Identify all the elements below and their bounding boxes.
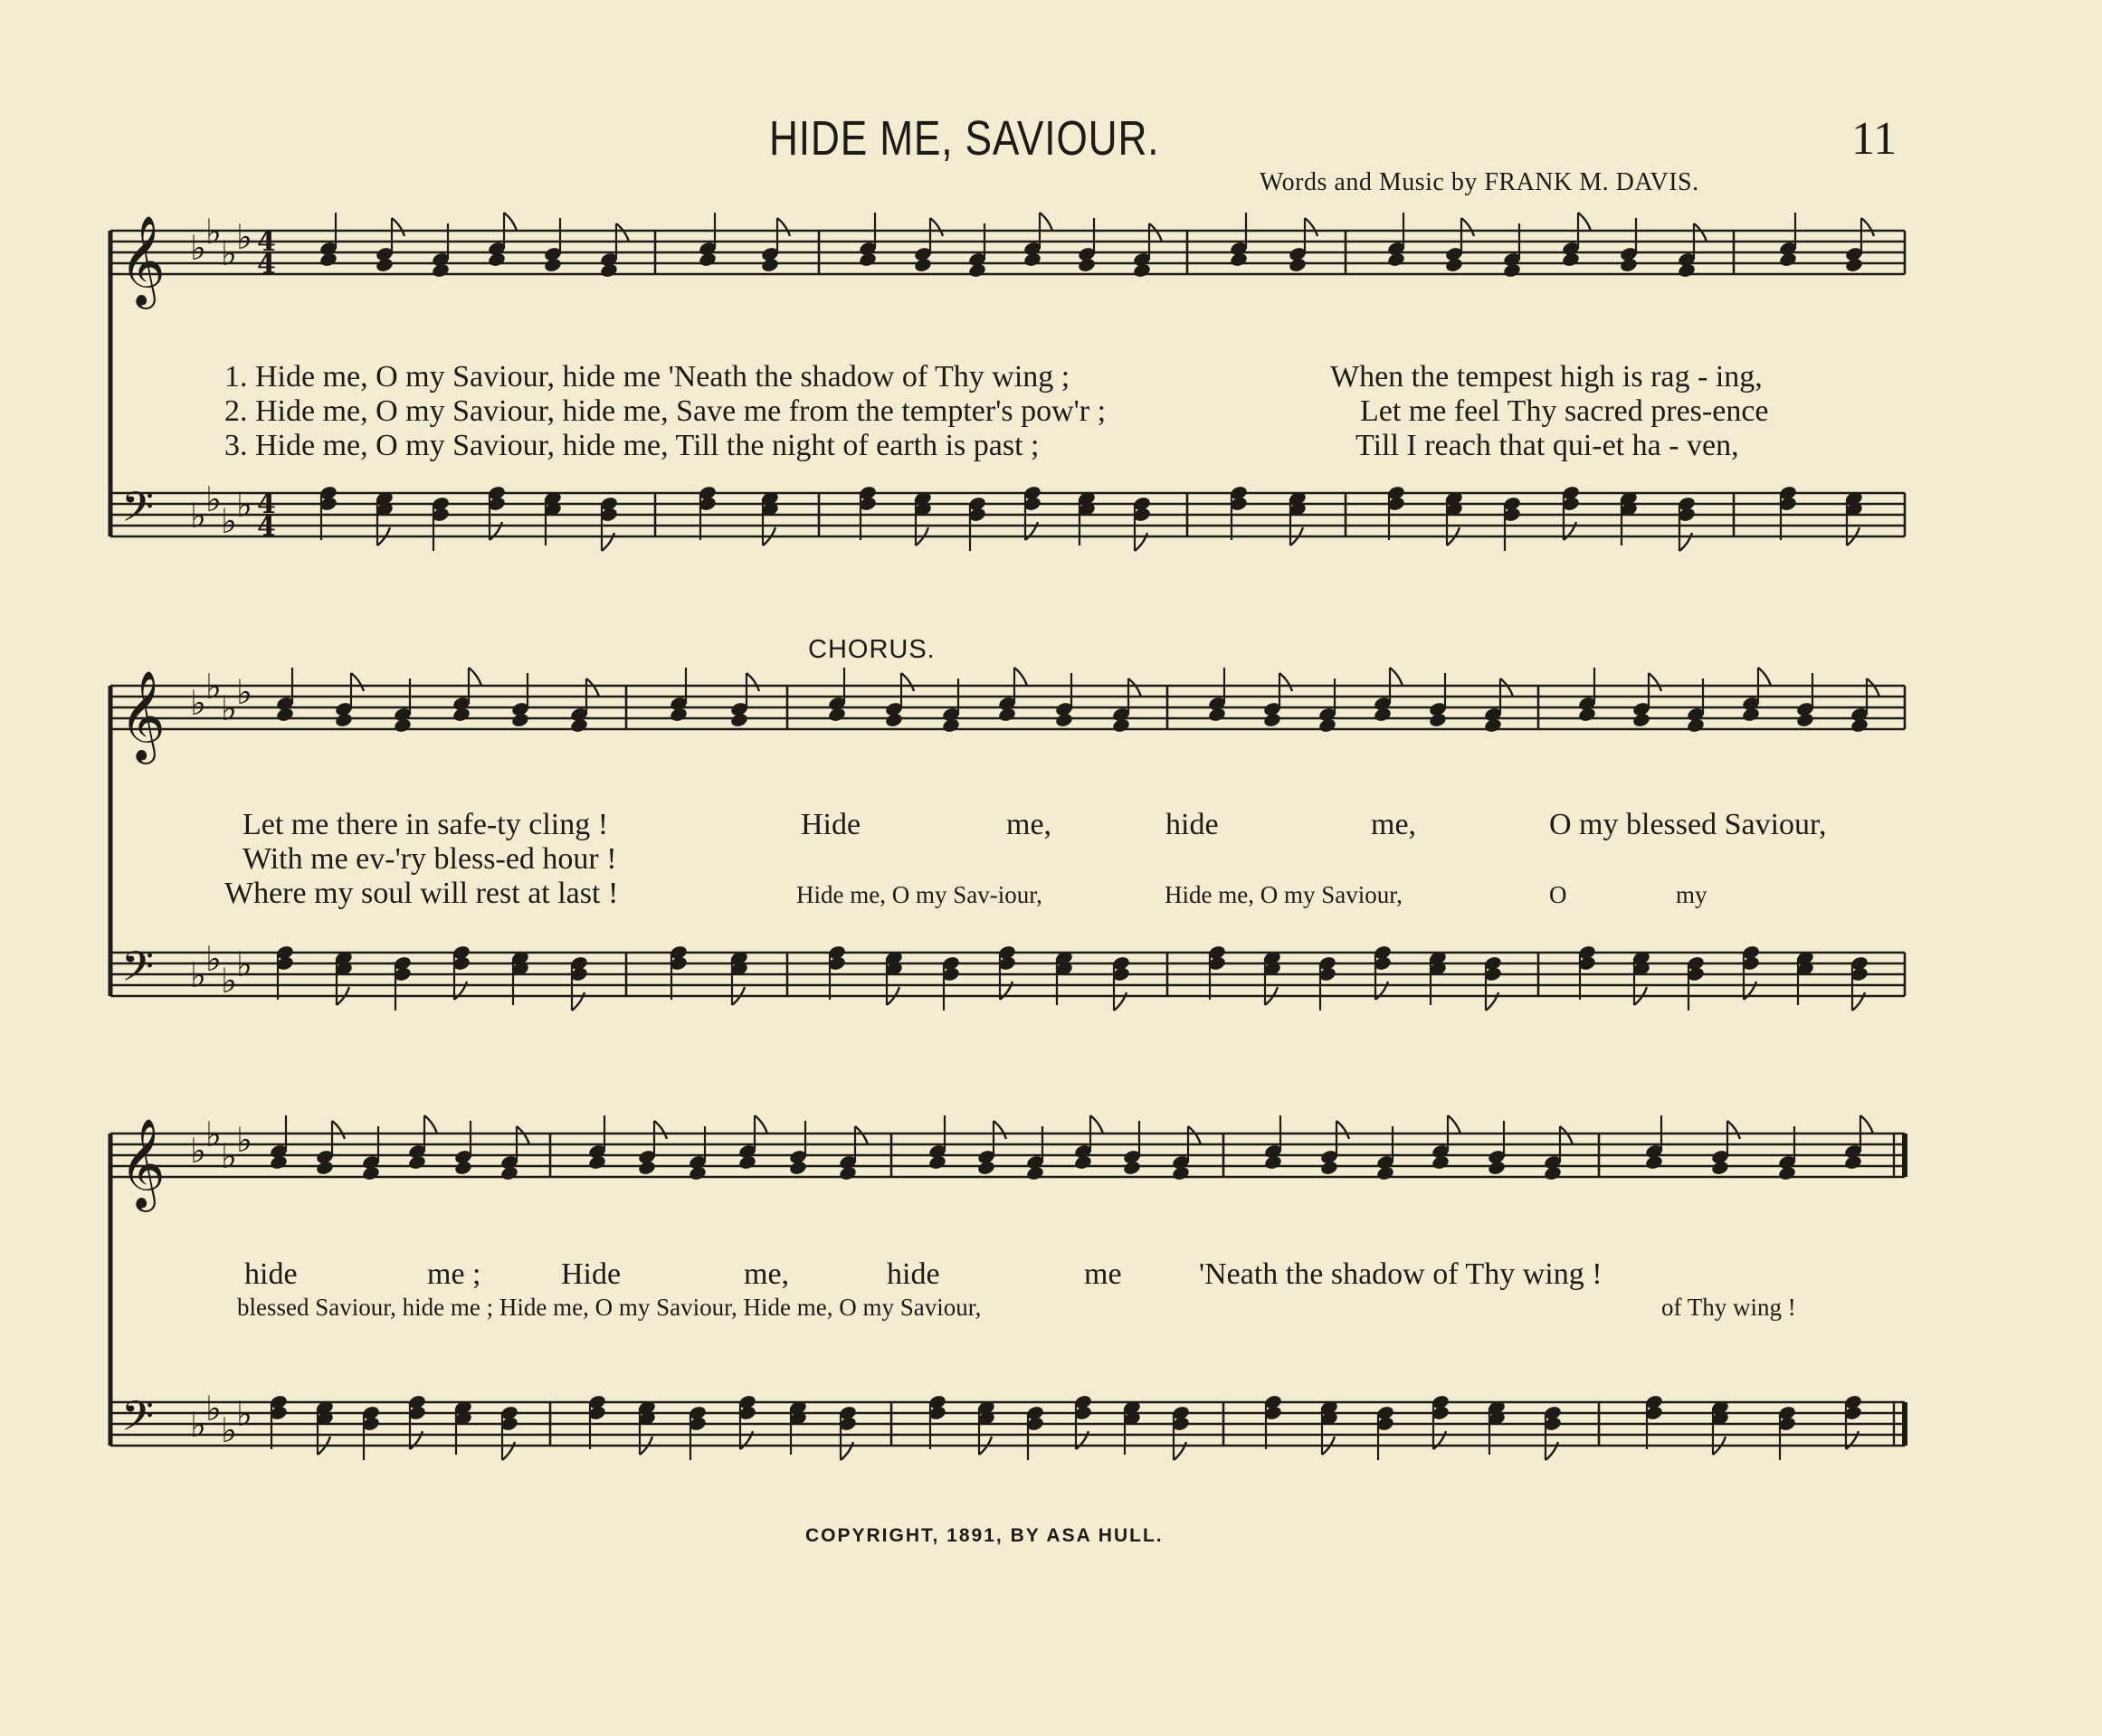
note-flag: [1014, 668, 1027, 686]
note-head: [453, 1160, 472, 1176]
note-head: [1431, 1154, 1450, 1171]
treble-clef: 𝄞: [119, 1118, 166, 1209]
verse-1-ending: Let me there in safe-ty cling !: [243, 808, 609, 841]
key-flat: ♭: [190, 955, 206, 995]
note-head: [1487, 1160, 1506, 1176]
note-head: [1483, 717, 1502, 734]
note-head: [319, 251, 338, 268]
note-head: [1022, 251, 1041, 268]
note-head: [884, 712, 903, 728]
key-flat: ♭: [236, 672, 252, 712]
note-flag: [1149, 223, 1162, 242]
key-flat: ♭: [205, 1115, 222, 1154]
note-flag: [1578, 213, 1591, 231]
time-signature-top: 4: [257, 489, 276, 520]
note-head: [1373, 707, 1392, 723]
note-head: [1073, 1154, 1092, 1171]
note-head: [1122, 1160, 1141, 1176]
note-head: [1229, 251, 1248, 268]
note-flag: [1860, 1115, 1873, 1134]
note-flag: [1727, 1121, 1740, 1139]
note-flag: [747, 673, 759, 691]
note-head: [1317, 717, 1336, 734]
note-head: [569, 717, 588, 734]
note-head: [1263, 1154, 1282, 1171]
note-flag: [1867, 678, 1879, 697]
composer-credit: Words and Music by FRANK M. DAVIS.: [1260, 168, 1699, 196]
note-flag: [1861, 218, 1874, 236]
note-flag: [1305, 218, 1317, 236]
note-head: [1025, 1165, 1044, 1181]
bass-clef: 𝄢: [121, 483, 155, 542]
chorus-word: Hide: [801, 808, 861, 841]
note-head: [1111, 717, 1130, 734]
hymn-title: HIDE ME, SAVIOUR.: [769, 111, 1160, 166]
note-flag: [332, 1121, 345, 1139]
note-head: [361, 1165, 380, 1181]
chorus-alto-line: of Thy wing !: [1661, 1294, 1796, 1321]
note-head: [1741, 707, 1760, 723]
key-flat: ♭: [236, 1120, 252, 1160]
note-head: [407, 1154, 426, 1171]
note-flag: [1461, 218, 1474, 236]
note-head: [1444, 257, 1463, 273]
note-head: [1207, 707, 1226, 723]
key-flat: ♭: [205, 479, 222, 519]
note-head: [927, 1154, 946, 1171]
time-signature-bottom: 4: [257, 249, 276, 280]
note-flag: [424, 1115, 437, 1134]
note-head: [1386, 251, 1405, 268]
note-flag: [504, 213, 517, 231]
key-flat: ♭: [205, 1389, 222, 1428]
note-head: [1319, 1160, 1338, 1176]
note-head: [827, 707, 846, 723]
note-flag: [351, 673, 364, 691]
key-flat: ♭: [236, 217, 252, 257]
note-head: [967, 262, 986, 279]
note-head: [1132, 262, 1151, 279]
verse-2-continuation: Let me feel Thy sacred pres-ence: [1360, 394, 1769, 428]
note-head: [1850, 717, 1869, 734]
time-signature-top: 4: [257, 226, 276, 258]
note-head: [587, 1154, 606, 1171]
note-head: [1262, 712, 1281, 728]
note-flag: [994, 1121, 1006, 1139]
note-head: [393, 717, 412, 734]
verse-3-line: 3. Hide me, O my Saviour, hide me, Till the night of earth is past ;: [224, 429, 1040, 462]
verse-1-continuation: When the tempest high is rag - ing,: [1330, 360, 1763, 394]
note-flag: [1279, 673, 1292, 691]
note-flag: [517, 1126, 529, 1144]
note-flag: [930, 218, 943, 236]
note-flag: [755, 1115, 767, 1134]
key-flat: ♭: [190, 1131, 206, 1171]
note-head: [729, 712, 748, 728]
chorus-word: me,: [744, 1257, 790, 1291]
note-flag: [901, 673, 914, 691]
verse-2-ending: With me ev-'ry bless-ed hour !: [243, 842, 617, 876]
note-head: [1375, 1165, 1394, 1181]
note-head: [1561, 251, 1580, 268]
note-flag: [469, 668, 481, 686]
key-flat: ♭: [190, 496, 206, 536]
note-head: [788, 1160, 807, 1176]
note-flag: [1560, 1126, 1573, 1144]
note-head: [1686, 717, 1705, 734]
note-head: [431, 262, 450, 279]
note-head: [510, 712, 529, 728]
chorus-alto-word: O: [1549, 881, 1567, 908]
chorus-alto-word: Hide me, O my Saviour,: [1165, 881, 1403, 908]
note-head: [1502, 262, 1521, 279]
note-head: [1619, 257, 1638, 273]
note-flag: [777, 218, 790, 236]
note-flag: [855, 1126, 868, 1144]
note-head: [913, 257, 932, 273]
verse-3-ending: Where my soul will rest at last !: [224, 877, 619, 910]
note-flag: [1336, 1121, 1349, 1139]
key-flat: ♭: [221, 688, 237, 728]
treble-clef: 𝄞: [119, 670, 166, 761]
note-head: [1795, 712, 1814, 728]
note-head: [1054, 712, 1073, 728]
copyright-notice: COPYRIGHT, 1891, BY ASA HULL.: [805, 1525, 1164, 1546]
key-flat: ♭: [205, 212, 222, 251]
key-flat: ♭: [205, 939, 222, 979]
key-flat: ♭: [205, 667, 222, 707]
note-head: [334, 712, 353, 728]
key-flat: ♭: [236, 1394, 252, 1434]
key-flat: ♭: [190, 683, 206, 723]
key-flat: ♭: [221, 961, 237, 1001]
chorus-word: me: [1084, 1257, 1122, 1291]
note-flag: [1188, 1126, 1201, 1144]
note-head: [487, 251, 506, 268]
note-head: [1677, 262, 1696, 279]
note-head: [1843, 1154, 1862, 1171]
note-head: [1171, 1165, 1190, 1181]
chorus-word: 'Neath the shadow of Thy wing !: [1199, 1257, 1603, 1291]
chorus-word: Hide: [561, 1257, 622, 1291]
chorus-word: O my blessed Saviour,: [1549, 808, 1827, 841]
note-head: [1077, 257, 1096, 273]
note-flag: [1040, 213, 1052, 231]
note-head: [315, 1160, 334, 1176]
note-flag: [1758, 668, 1771, 686]
note-head: [737, 1154, 756, 1171]
note-flag: [654, 1121, 667, 1139]
note-head: [858, 251, 877, 268]
note-head: [1844, 257, 1863, 273]
note-head: [1288, 257, 1307, 273]
note-flag: [1390, 668, 1403, 686]
note-head: [269, 1154, 288, 1171]
verse-3-continuation: Till I reach that qui-et ha - ven,: [1355, 429, 1739, 462]
verse-1-line: 1. Hide me, O my Saviour, hide me 'Neath the shadow of Thy wing ;: [224, 360, 1070, 394]
note-flag: [1694, 223, 1707, 242]
note-head: [941, 717, 960, 734]
key-flat: ♭: [221, 501, 237, 541]
key-flat: ♭: [221, 1410, 237, 1450]
note-head: [499, 1165, 518, 1181]
note-head: [688, 1165, 707, 1181]
note-head: [976, 1160, 995, 1176]
key-flat: ♭: [236, 485, 252, 525]
note-flag: [1448, 1115, 1460, 1134]
note-head: [1710, 1160, 1729, 1176]
note-head: [669, 707, 688, 723]
note-head: [838, 1165, 857, 1181]
note-head: [452, 707, 471, 723]
note-head: [275, 707, 294, 723]
note-flag: [392, 218, 404, 236]
note-head: [698, 251, 717, 268]
bass-clef: 𝄢: [121, 1392, 155, 1451]
note-head: [760, 257, 779, 273]
chorus-heading: CHORUS.: [808, 635, 936, 664]
page-number: 11: [1851, 113, 1898, 165]
verse-2-line: 2. Hide me, O my Saviour, hide me, Save me from the tempter's pow'r ;: [224, 394, 1107, 428]
chorus-word: hide: [887, 1257, 940, 1291]
note-head: [997, 707, 1016, 723]
note-flag: [1128, 678, 1141, 697]
key-flat: ♭: [190, 228, 206, 268]
note-head: [1631, 712, 1650, 728]
note-head: [543, 257, 562, 273]
note-head: [1644, 1154, 1663, 1171]
chorus-alto-word: Hide me, O my Sav-iour,: [796, 881, 1042, 908]
chorus-word: me ;: [427, 1257, 481, 1291]
key-flat: ♭: [221, 233, 237, 273]
note-head: [375, 257, 394, 273]
note-flag: [586, 678, 599, 697]
note-head: [1543, 1165, 1562, 1181]
key-flat: ♭: [221, 1136, 237, 1176]
note-flag: [1090, 1115, 1103, 1134]
chorus-alto-word: my: [1676, 881, 1707, 908]
chorus-word: hide: [1165, 808, 1219, 841]
chorus-word: me,: [1006, 808, 1052, 841]
time-signature-bottom: 4: [257, 511, 276, 543]
treble-clef: 𝄞: [119, 215, 166, 306]
note-head: [1777, 1165, 1796, 1181]
note-flag: [616, 223, 629, 242]
note-head: [1778, 251, 1797, 268]
note-head: [1428, 712, 1447, 728]
chorus-alto-line: blessed Saviour, hide me ; Hide me, O my Saviour, Hide me, O my Saviour,: [237, 1294, 982, 1321]
chorus-word: me,: [1371, 808, 1417, 841]
note-head: [599, 262, 618, 279]
bass-clef: 𝄢: [121, 943, 155, 1001]
key-flat: ♭: [236, 944, 252, 984]
note-flag: [1500, 678, 1513, 697]
key-flat: ♭: [190, 1405, 206, 1445]
note-flag: [1649, 673, 1661, 691]
note-head: [637, 1160, 656, 1176]
chorus-word: hide: [244, 1257, 298, 1291]
note-head: [1577, 707, 1596, 723]
